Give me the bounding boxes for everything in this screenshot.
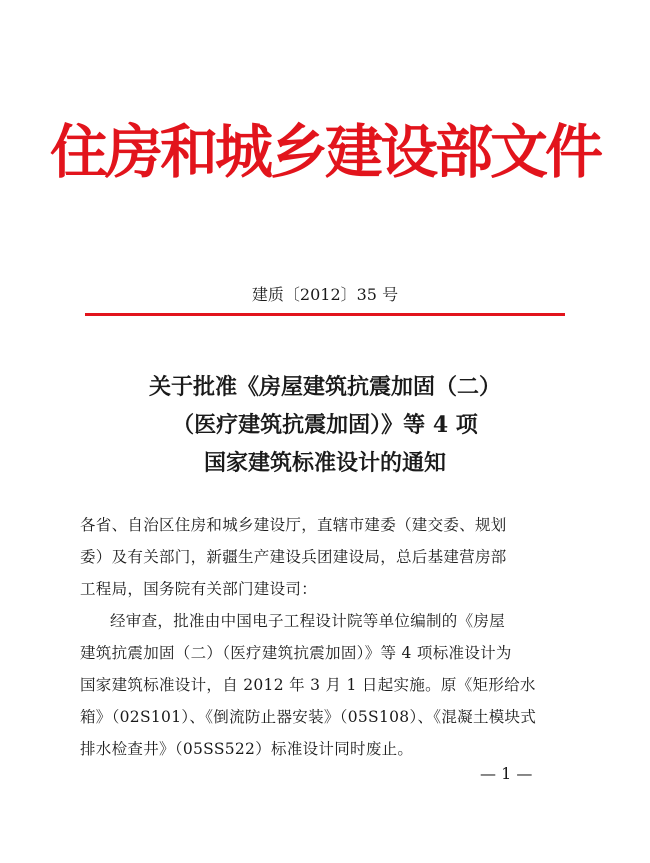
notice-title: [0, 368, 650, 482]
document-number: 建质〔2012〕35 号: [251, 285, 399, 304]
body-line: 箱》（02S101）、《倒流防止器安装》（05S108）、《混凝土模块式: [80, 708, 537, 726]
body-line: 经审查，批准由中国电子工程设计院等单位编制的《房屋: [110, 612, 506, 630]
title-line: （医疗建筑抗震加固）》等 4 项: [172, 412, 478, 438]
page-number: — 1 —: [480, 764, 533, 783]
issuer-header: 住房和城乡建设部文件: [49, 118, 600, 186]
body-line: 建筑抗震加固（二）（医疗建筑抗震加固）》等 4 项标准设计为: [80, 644, 512, 662]
body-line: 排水检查井》（05SS522）标准设计同时废止。: [80, 740, 414, 758]
body-line: 各省、自治区住房和城乡建设厅，直辖市建委（建交委、规划: [80, 516, 507, 534]
body-line: 工程局，国务院有关部门建设司：: [80, 580, 318, 598]
title-line: 关于批准《房屋建筑抗震加固（二）: [148, 374, 501, 400]
body-line: 委）及有关部门，新疆生产建设兵团建设局，总后基建营房部: [80, 548, 507, 566]
body-line: 国家建筑标准设计，自 2012 年 3 月 1 日起实施。原《矩形给水: [80, 676, 536, 694]
notice-body: [80, 509, 574, 765]
red-divider-line: [85, 313, 565, 316]
title-line: 国家建筑标准设计的通知: [203, 450, 446, 476]
